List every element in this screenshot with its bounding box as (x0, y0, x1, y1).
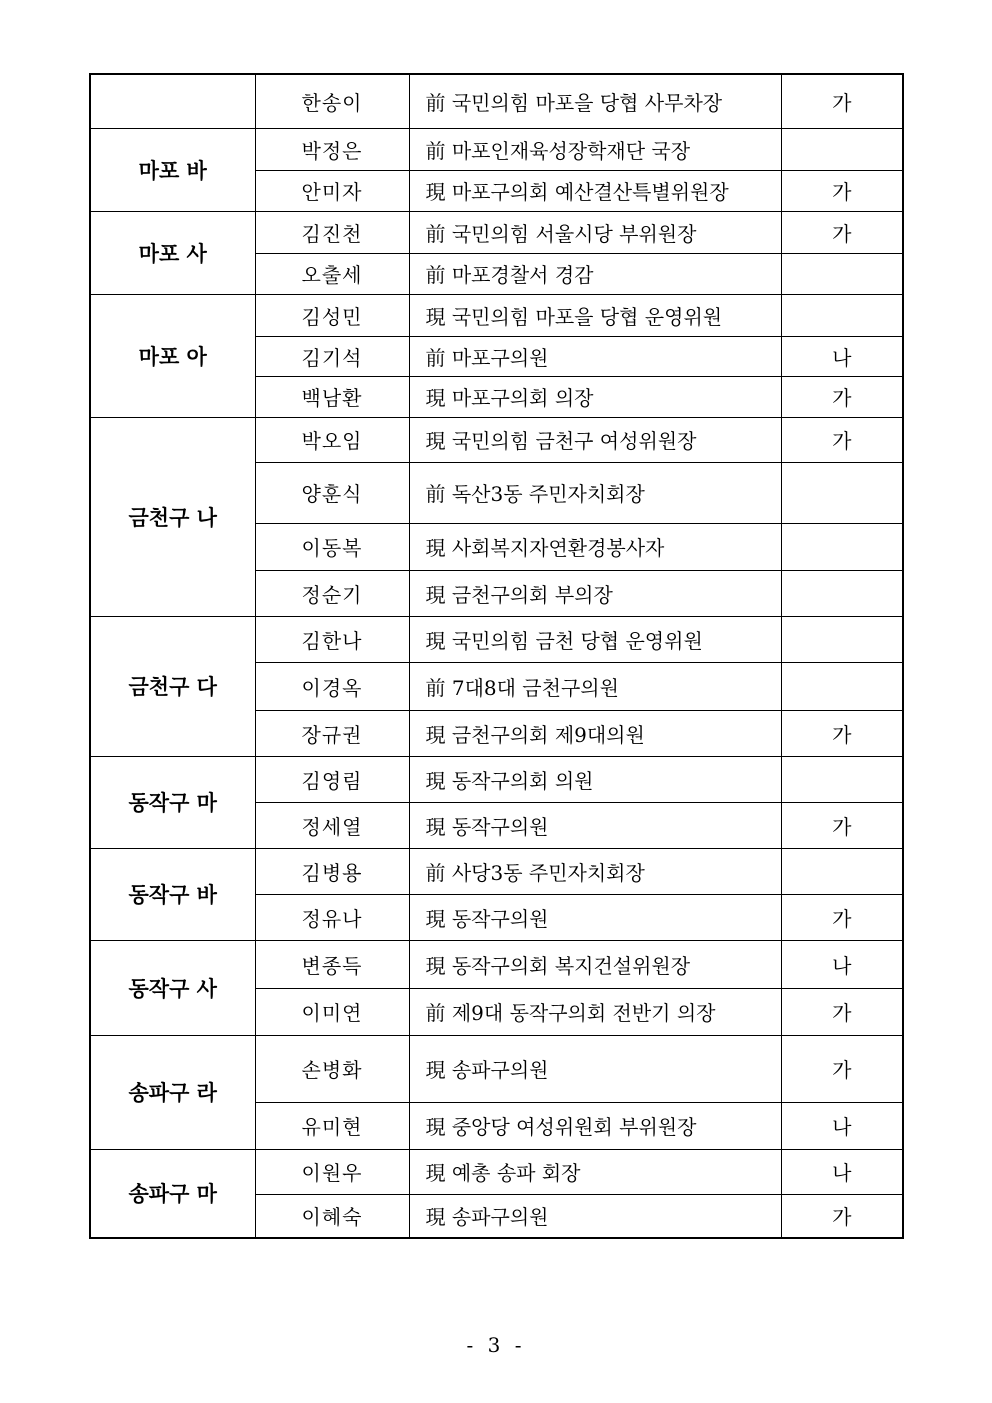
candidate-grade: 가 (781, 894, 903, 940)
candidate-name: 김영림 (255, 756, 409, 802)
candidate-career: 現 마포구의회 예산결산특별위원장 (409, 170, 781, 211)
table-row (90, 940, 903, 988)
candidate-grade: 나 (781, 336, 903, 376)
district-cell: 금천구 나 (90, 417, 255, 616)
candidate-career: 前 독산3동 주민자치회장 (409, 462, 781, 523)
table-row (90, 417, 903, 462)
candidate-grade (781, 253, 903, 294)
candidate-career: 現 동작구의원 (409, 894, 781, 940)
candidate-career: 前 사당3동 주민자치회장 (409, 848, 781, 894)
district-cell: 송파구 라 (90, 1035, 255, 1149)
candidate-grade: 가 (781, 376, 903, 417)
district-cell: 송파구 마 (90, 1149, 255, 1238)
candidate-grade: 나 (781, 940, 903, 988)
candidate-table (89, 73, 904, 1239)
candidate-grade (781, 662, 903, 710)
candidate-career: 現 국민의힘 금천 당협 운영위원 (409, 616, 781, 662)
candidate-career: 前 7대8대 금천구의원 (409, 662, 781, 710)
candidate-grade: 가 (781, 802, 903, 848)
candidate-grade: 가 (781, 211, 903, 253)
table-row (90, 848, 903, 894)
district-cell: 동작구 사 (90, 940, 255, 1035)
candidate-name: 한송이 (255, 74, 409, 128)
candidate-career: 現 중앙당 여성위원회 부위원장 (409, 1102, 781, 1149)
candidate-name: 이미연 (255, 988, 409, 1035)
candidate-name: 안미자 (255, 170, 409, 211)
candidate-career: 前 마포경찰서 경감 (409, 253, 781, 294)
candidate-name: 이혜숙 (255, 1194, 409, 1238)
candidate-career: 前 마포인재육성장학재단 국장 (409, 128, 781, 170)
district-cell (90, 74, 255, 128)
district-cell: 마포 바 (90, 128, 255, 211)
candidate-career: 現 동작구의회 의원 (409, 756, 781, 802)
candidate-career: 現 동작구의회 복지건설위원장 (409, 940, 781, 988)
candidate-career: 現 금천구의회 제9대의원 (409, 710, 781, 756)
candidate-name: 변종득 (255, 940, 409, 988)
district-cell: 마포 사 (90, 211, 255, 294)
candidate-career: 現 국민의힘 마포을 당협 운영위원 (409, 294, 781, 336)
candidate-career: 前 국민의힘 서울시당 부위원장 (409, 211, 781, 253)
candidate-grade (781, 616, 903, 662)
candidate-name: 오출세 (255, 253, 409, 294)
district-cell: 동작구 마 (90, 756, 255, 848)
candidate-name: 이동복 (255, 523, 409, 570)
candidate-grade: 가 (781, 1194, 903, 1238)
candidate-grade (781, 523, 903, 570)
candidate-name: 손병화 (255, 1035, 409, 1102)
candidate-name: 김기석 (255, 336, 409, 376)
district-cell: 마포 아 (90, 294, 255, 417)
candidate-grade: 가 (781, 710, 903, 756)
candidate-name: 이원우 (255, 1149, 409, 1194)
candidate-name: 유미현 (255, 1102, 409, 1149)
candidate-career: 現 사회복지자연환경봉사자 (409, 523, 781, 570)
table-row (90, 1149, 903, 1194)
table-row (90, 756, 903, 802)
candidate-grade: 가 (781, 417, 903, 462)
candidate-name: 정순기 (255, 570, 409, 616)
candidate-grade: 나 (781, 1149, 903, 1194)
candidate-name: 백남환 (255, 376, 409, 417)
candidate-grade: 가 (781, 988, 903, 1035)
table-row (90, 616, 903, 662)
candidate-grade: 가 (781, 74, 903, 128)
page-number: - 3 - (466, 1333, 526, 1357)
table-row (90, 74, 903, 128)
candidate-grade (781, 848, 903, 894)
candidate-name: 박정은 (255, 128, 409, 170)
candidate-career: 現 마포구의회 의장 (409, 376, 781, 417)
candidate-name: 김한나 (255, 616, 409, 662)
candidate-name: 양훈식 (255, 462, 409, 523)
candidate-name: 김성민 (255, 294, 409, 336)
candidate-career: 前 제9대 동작구의회 전반기 의장 (409, 988, 781, 1035)
candidate-name: 정유나 (255, 894, 409, 940)
candidate-name: 이경옥 (255, 662, 409, 710)
district-cell: 동작구 바 (90, 848, 255, 940)
candidate-career: 現 동작구의원 (409, 802, 781, 848)
candidate-name: 장규권 (255, 710, 409, 756)
candidate-grade (781, 294, 903, 336)
table-row (90, 1035, 903, 1102)
candidate-career: 前 국민의힘 마포을 당협 사무차장 (409, 74, 781, 128)
candidate-grade (781, 462, 903, 523)
candidate-career: 前 마포구의원 (409, 336, 781, 376)
candidate-career: 現 송파구의원 (409, 1194, 781, 1238)
candidate-career: 現 송파구의원 (409, 1035, 781, 1102)
candidate-career: 現 금천구의회 부의장 (409, 570, 781, 616)
candidate-career: 現 국민의힘 금천구 여성위원장 (409, 417, 781, 462)
table-row (90, 294, 903, 336)
candidate-name: 김병용 (255, 848, 409, 894)
candidate-grade: 가 (781, 170, 903, 211)
district-cell: 금천구 다 (90, 616, 255, 756)
table-row (90, 128, 903, 170)
candidate-name: 박오임 (255, 417, 409, 462)
candidate-grade (781, 756, 903, 802)
table-row (90, 211, 903, 253)
candidate-name: 김진천 (255, 211, 409, 253)
candidate-grade (781, 570, 903, 616)
candidate-grade: 나 (781, 1102, 903, 1149)
candidate-name: 정세열 (255, 802, 409, 848)
candidate-career: 現 예총 송파 회장 (409, 1149, 781, 1194)
candidate-grade: 가 (781, 1035, 903, 1102)
candidate-grade (781, 128, 903, 170)
